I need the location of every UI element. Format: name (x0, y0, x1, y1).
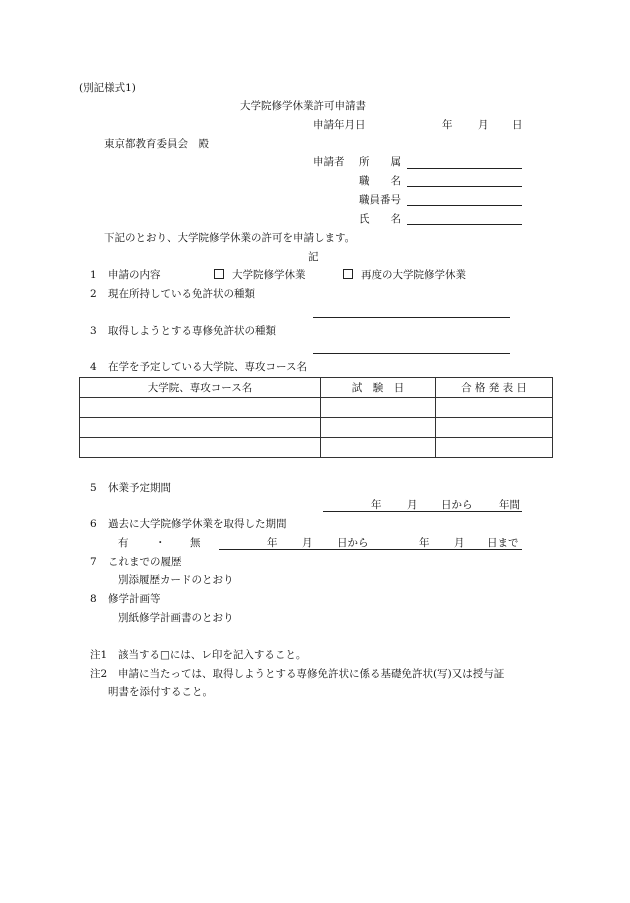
course-name-cell[interactable] (80, 418, 321, 438)
form-number: (別記様式1) (79, 82, 136, 94)
exam-date-cell[interactable] (321, 418, 436, 438)
application-date-label: 申請年月日 (313, 119, 366, 131)
employee-number-label: 職員番号 (359, 194, 401, 206)
option2-label: 再度の大学院修学休業 (361, 269, 466, 281)
item7-number: 7 (90, 556, 97, 568)
checkbox-icon[interactable] (343, 269, 353, 279)
graduate-school-table (79, 377, 553, 458)
item2-label: 現在所持している免許状の種類 (108, 288, 255, 300)
leave-period-field[interactable] (323, 511, 522, 512)
item8-label: 修学計画等 (108, 593, 161, 605)
past-to-year-unit: 年 (419, 537, 430, 549)
course-name-cell[interactable] (80, 438, 321, 458)
name-field[interactable] (407, 224, 522, 225)
table-row (80, 398, 553, 418)
past-leave-period-field[interactable] (219, 549, 522, 550)
item1-option1[interactable] (214, 268, 306, 282)
leave-year-unit: 年 (371, 499, 382, 511)
result-date-cell[interactable] (436, 398, 553, 418)
item4-label: 在学を予定している大学院、専攻コース名 (108, 361, 307, 373)
employee-number-field[interactable] (407, 205, 522, 206)
past-to-day-unit: 日まで (487, 537, 519, 549)
past-from-day-unit: 日から (337, 537, 369, 549)
note1-text: 該当する□には、レ印を記入すること。 (118, 649, 307, 661)
leave-duration-unit: 年間 (499, 499, 520, 511)
item7-label: これまでの履歴 (108, 556, 182, 568)
exam-date-cell[interactable] (321, 438, 436, 458)
result-date-cell[interactable] (436, 418, 553, 438)
none-option[interactable]: 無 (190, 537, 201, 549)
note2-text-line2: 明書を添付すること。 (108, 686, 213, 698)
course-name-cell[interactable] (80, 398, 321, 418)
leave-month-unit: 月 (407, 499, 418, 511)
addressee: 東京都教育委員会 殿 (104, 138, 209, 150)
applicant-label: 申請者 (313, 156, 345, 168)
note1-label: 注1 (90, 649, 108, 661)
intro-text: 下記のとおり、大学院修学休業の許可を申請します。 (104, 232, 356, 244)
item7-detail: 別添履歴カードのとおり (118, 574, 234, 586)
checkbox-icon[interactable] (214, 269, 224, 279)
item2-number: 2 (90, 288, 97, 300)
target-license-field[interactable] (313, 353, 510, 354)
past-to-month-unit: 月 (454, 537, 465, 549)
item5-label: 休業予定期間 (108, 482, 171, 494)
ki-heading: 記 (308, 251, 319, 263)
exam-date-cell[interactable] (321, 398, 436, 418)
date-month-unit: 月 (478, 119, 489, 131)
header-result-date: 合 格 発 表 日 (436, 378, 553, 398)
current-license-field[interactable] (313, 317, 510, 318)
table-row (80, 418, 553, 438)
item3-label: 取得しようとする専修免許状の種類 (108, 325, 276, 337)
header-exam-date: 試 験 日 (321, 378, 436, 398)
affiliation-field[interactable] (407, 168, 522, 169)
item4-number: 4 (90, 361, 97, 373)
result-date-cell[interactable] (436, 438, 553, 458)
item8-detail: 別紙修学計画書のとおり (118, 612, 234, 624)
position-label: 職 名 (359, 175, 401, 187)
item5-number: 5 (90, 482, 97, 494)
item1-option2[interactable] (343, 268, 466, 282)
affiliation-label: 所 属 (359, 156, 401, 168)
has-option[interactable]: 有 (118, 537, 129, 549)
option1-label: 大学院修学休業 (232, 269, 306, 281)
past-from-month-unit: 月 (302, 537, 313, 549)
note2-label: 注2 (90, 668, 108, 680)
form-title: 大学院修学休業許可申請書 (240, 100, 366, 112)
leave-from-unit: 日から (441, 499, 473, 511)
position-field[interactable] (407, 186, 522, 187)
item1-label: 申請の内容 (108, 269, 161, 281)
header-course-name: 大学院、専攻コース名 (80, 378, 321, 398)
table-header-row (80, 378, 553, 398)
item6-label: 過去に大学院修学休業を取得した期間 (108, 518, 287, 530)
past-from-year-unit: 年 (267, 537, 278, 549)
name-label: 氏 名 (359, 213, 401, 225)
date-year-unit: 年 (442, 119, 453, 131)
item8-number: 8 (90, 593, 97, 605)
item1-number: 1 (90, 269, 97, 281)
separator-dot: ・ (155, 537, 166, 549)
item6-number: 6 (90, 518, 97, 530)
item3-number: 3 (90, 325, 97, 337)
note2-text-line1: 申請に当たっては、取得しようとする専修免許状に係る基礎免許状(写)又は授与証 (118, 668, 505, 680)
date-day-unit: 日 (512, 119, 523, 131)
table-row (80, 438, 553, 458)
